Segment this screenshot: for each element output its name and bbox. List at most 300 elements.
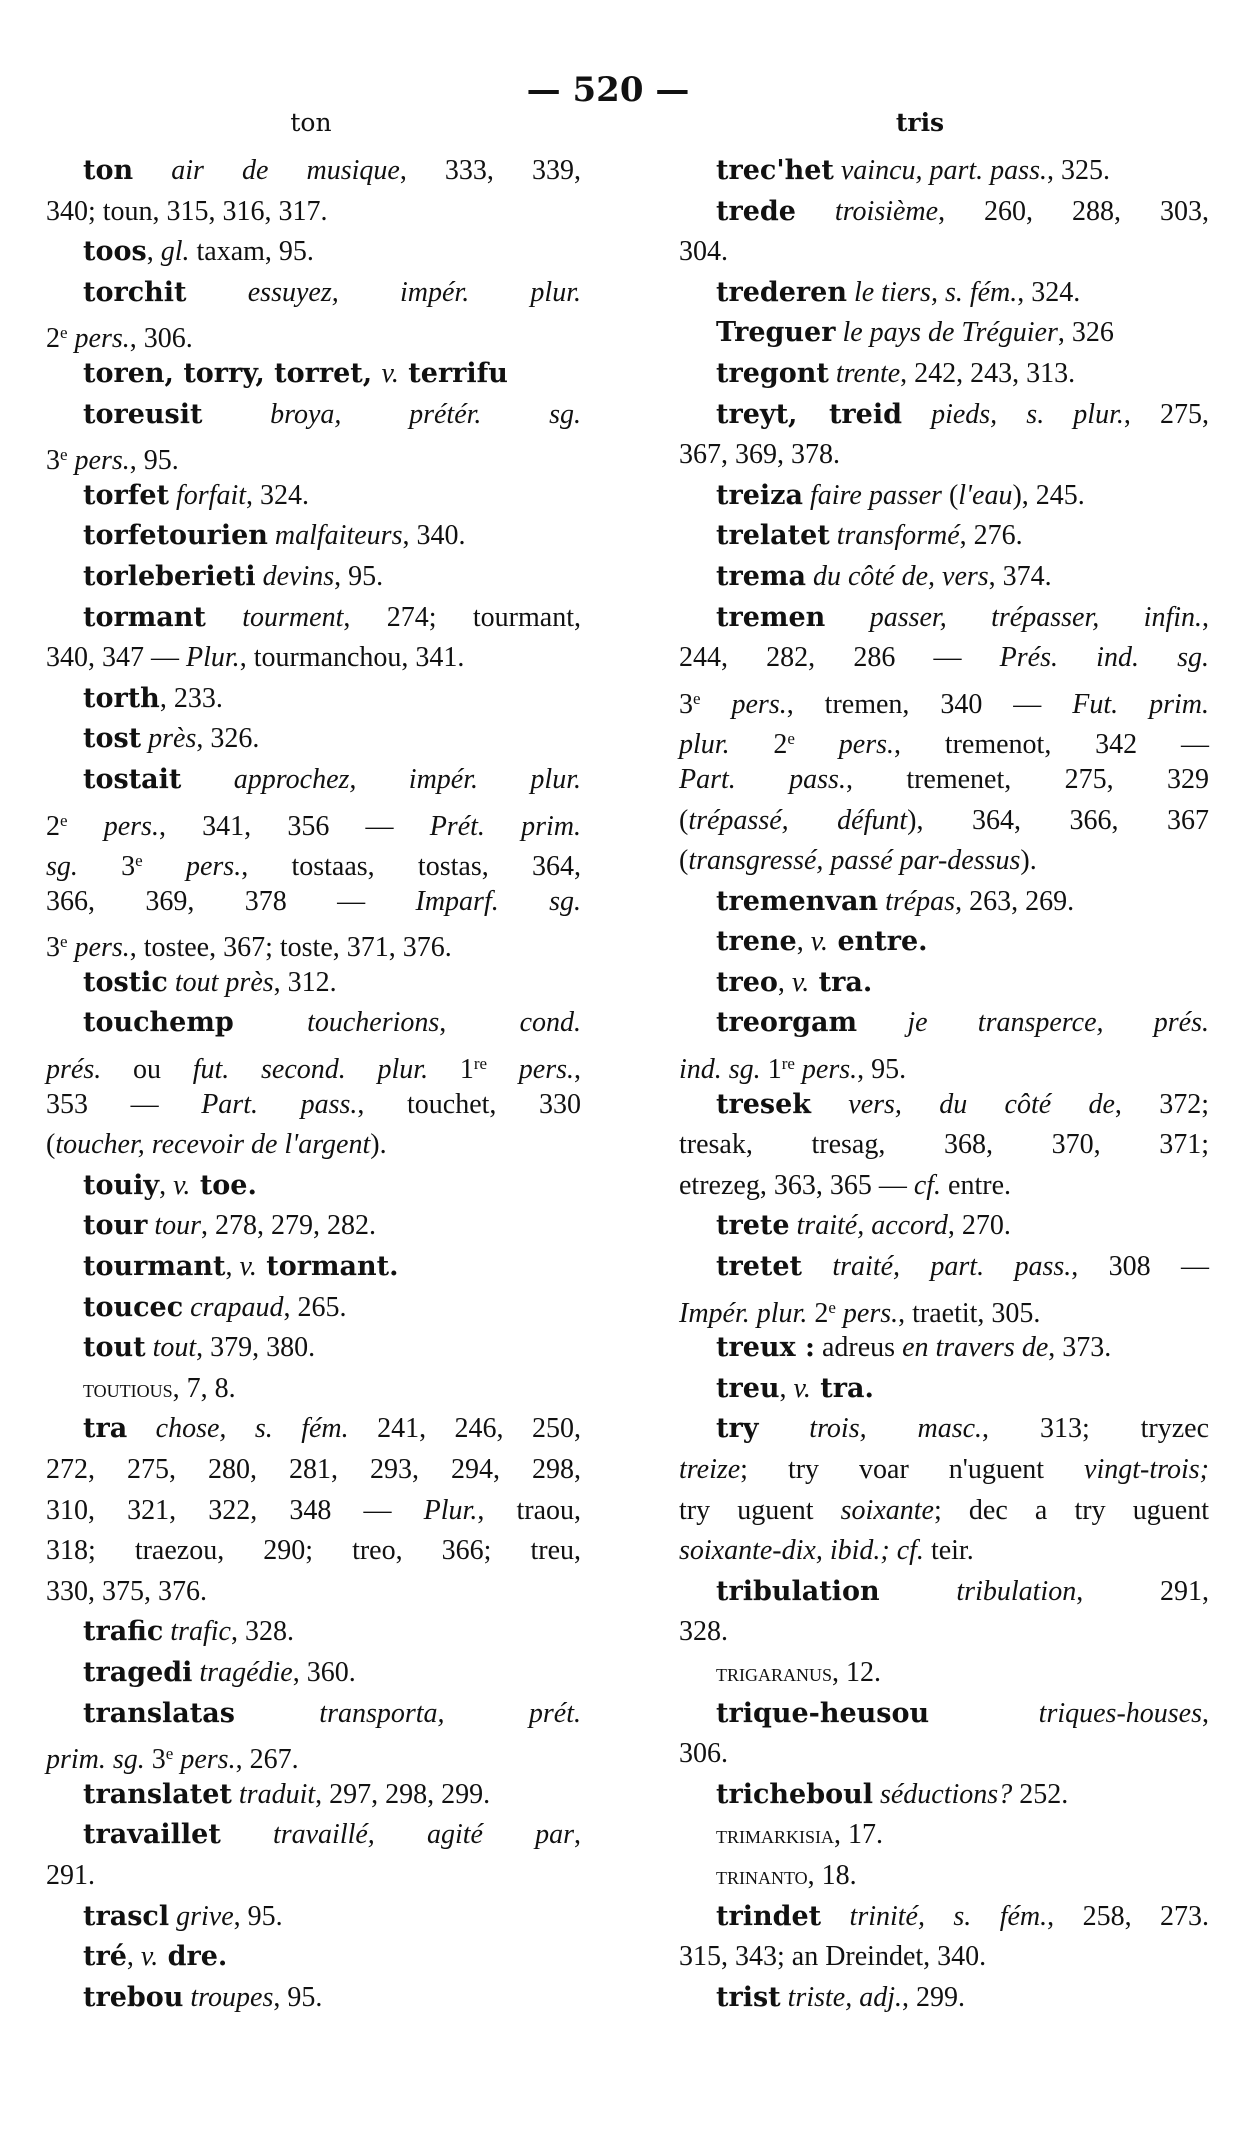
gloss: plur. [679,729,730,761]
reference-text: , 299. [901,1981,965,2013]
reference-text: , tremenet, 275, 329 [845,763,1209,795]
gloss: Imparf. sg. [415,885,581,917]
index-continuation-line [679,679,1209,720]
reference-text: , [439,1007,520,1039]
gloss: tribulation [879,1575,1077,1607]
index-entry-line [679,1775,1209,1816]
reference-text: , [574,1054,582,1086]
reference-text: 340; toun, 315, 316, 317. [46,195,328,227]
superscript: e [60,932,68,952]
gloss: en travers de [902,1332,1049,1364]
index-continuation-line [679,1734,1209,1775]
headword: trema [716,560,806,592]
gloss: chose, s. fém. [127,1413,349,1445]
gloss: pers. [794,1054,858,1086]
index-entry-line [46,1775,581,1816]
gloss: traité, part. pass. [802,1251,1072,1283]
gloss: trafic [163,1616,231,1648]
reference-text: , tostee, 367; toste, 371, 376. [129,932,452,964]
gloss: le tiers, s. fém. [846,276,1018,308]
headword: toren, torry, torret, [83,357,382,389]
gloss: traduit [231,1778,316,1810]
reference-text: , 17. [834,1819,884,1851]
index-entry-line [679,1694,1209,1735]
reference-text: , 275, [1123,398,1210,430]
superscript: e [60,445,68,465]
reference-text: , 95. [273,1981,323,2013]
index-continuation-line [679,1450,1209,1491]
reference-text: , [146,236,161,268]
headword: tost [83,723,142,755]
index-entry-line [46,1653,581,1694]
proper-name: toutious [83,1373,173,1403]
index-entry-line [679,598,1209,639]
reference-text: , 313; tryzec [982,1413,1210,1445]
headword: trederen [716,276,847,308]
reference-text: 2 [46,810,60,842]
reference-text: , 306. [129,323,193,355]
headword: tostic [83,966,168,998]
gloss: triste, adj. [780,1981,902,2013]
index-entry-line [679,1815,1209,1856]
gloss: trépas [878,885,956,917]
headword: tregont [716,357,829,389]
gloss: air de musique [133,155,400,186]
gloss: faire passer [802,479,942,511]
reference-text: , touchet, 330 [357,1088,582,1120]
reference-text: 328. [679,1616,728,1648]
index-entry-line [679,557,1209,598]
headword: tra. [809,966,873,998]
index-entry-line [679,1897,1209,1938]
reference-text: 244, 282, 286 — [679,642,1000,674]
gloss: Prés. ind. sg. [999,642,1210,674]
gloss: pers. [67,810,159,842]
index-entry-line [679,882,1209,923]
index-entry-line [46,1897,581,1938]
reference-text: 366, 369, 378 — [46,885,416,917]
headword: touiy [83,1169,160,1201]
gloss: pers. [173,1744,236,1776]
headword: torth [83,682,160,714]
index-continuation-line [46,1734,581,1775]
gloss: approchez, impér. plur. [181,763,581,795]
index-entry-line [46,1978,581,2019]
reference-text: , 328. [230,1616,294,1648]
superscript: e [693,688,701,708]
gloss: malfaiteurs [267,520,403,552]
gloss: trois, masc. [758,1413,983,1445]
reference-text: , 312. [273,966,337,998]
headword: trindet [716,1900,822,1932]
index-continuation-line [46,1491,581,1532]
reference-text: , 260, 288, 303, [938,195,1209,227]
reference-text: , tourmanchou, 341. [239,642,465,674]
index-entry-line [679,516,1209,557]
index-continuation-line [46,801,581,842]
headword: tra [83,1413,128,1445]
index-entry-line [679,1206,1209,1247]
gloss: v. [810,926,829,958]
reference-text: , 267. [235,1744,299,1776]
reference-text: , 7, 8. [172,1372,236,1404]
gloss: transformé [829,520,960,552]
index-continuation-line [679,1531,1209,1572]
headword: translatas [83,1697,235,1729]
headword: tragedi [83,1656,193,1688]
reference-text: 2 [807,1297,829,1329]
gloss: Part. pass. [679,763,846,795]
reference-text: , traou, [477,1494,582,1526]
headword: trene [716,926,797,958]
index-continuation-line [46,313,581,354]
superscript: e [135,851,143,871]
gloss: soixante [840,1494,934,1526]
headword: treu [716,1372,780,1404]
gloss: tour [147,1210,202,1242]
reference-text: , 372; [1114,1088,1209,1120]
index-entry-line [679,395,1209,436]
index-entry-line [46,1003,581,1044]
reference-text: , 308 — [1071,1251,1209,1283]
headword: treyt, treid [716,398,902,430]
gloss: v. [239,1251,257,1283]
index-continuation-line [679,435,1209,476]
headword: trique-heusou [716,1697,930,1729]
headword: touchemp [83,1007,234,1039]
headword: tretet [716,1251,802,1283]
index-entry-line [679,151,1209,192]
index-entry-line [46,679,581,720]
reference-text: , 325. [1046,155,1110,186]
index-entry-line [46,1247,581,1288]
headword: terrifu [398,357,508,389]
headword: tribulation [716,1575,880,1607]
headword: trascl [83,1900,170,1932]
reference-text: , tremen, 340 — [786,688,1073,720]
gloss: près [141,723,197,755]
gloss: treize [679,1454,741,1485]
superscript: e [787,729,795,749]
reference-text: ( [941,479,959,511]
gloss: grive [169,1900,234,1932]
headword: Treguer [716,317,836,349]
index-entry-line [679,1247,1209,1288]
headword: try [716,1413,759,1445]
index-entry-line [679,1369,1209,1410]
index-continuation-line [679,760,1209,801]
gloss: gl. [160,236,190,268]
index-entry-line [679,963,1209,1004]
index-column-right [679,151,1209,2018]
index-continuation-line [46,882,581,923]
reference-text: , 263, 269. [955,885,1075,917]
reference-text: ( [679,845,689,877]
reference-text: , [225,1251,240,1283]
reference-text: 353 — [46,1088,202,1120]
index-continuation-line [46,1044,581,1085]
index-entry-line [46,1166,581,1207]
gloss: transporta, prét. [234,1697,581,1729]
gloss: trépassé, défunt [688,804,908,836]
gloss: forfait [168,479,246,511]
index-entry-line [679,1978,1209,2019]
index-continuation-line [46,1856,581,1897]
gloss: Impér. plur. [679,1297,808,1329]
reference-text: , 95. [857,1054,907,1086]
gloss: toucherions [233,1007,440,1039]
gloss: pers. [142,851,242,883]
gloss: essuyez, impér. plur. [186,276,581,308]
reference-text: , 278, 279, 282. [201,1210,377,1242]
reference-text: , 341, 356 — [158,810,430,842]
gloss: vers, du côté de [810,1088,1115,1120]
reference-text: 3 [46,445,60,477]
gloss: tout près [167,966,274,998]
index-continuation-line [679,1044,1209,1085]
index-entry-line [679,1328,1209,1369]
gloss: le pays de Tréguier [835,317,1058,349]
reference-text: , 265. [283,1291,347,1323]
headword: translatet [83,1778,232,1810]
index-continuation-line [679,232,1209,273]
index-continuation-line [679,638,1209,679]
reference-text: , [126,1941,141,1973]
gloss: triques-houses [929,1697,1202,1729]
index-entry-line [679,1409,1209,1450]
reference-text: tresak, tresag, 368, 370, 371; [679,1129,1209,1161]
gloss: pieds, s. plur. [901,398,1124,430]
gloss: cf. [913,1169,942,1201]
index-entry-line [46,1409,581,1450]
index-entry-line [46,395,581,436]
reference-text: , [159,1169,174,1201]
reference-text: 318; traezou, 290; treo, 366; treu, [46,1535,581,1567]
index-entry-line [679,1572,1209,1613]
reference-text: , [777,966,792,998]
headword: tormant. [256,1251,399,1283]
gloss: séductions? [872,1778,1013,1810]
index-column-left [46,151,581,2018]
headword: torleberieti [83,560,256,592]
reference-text: 1 [428,1054,474,1086]
gloss: trinité, s. fém. [821,1900,1048,1932]
reference-text: , [779,1372,794,1404]
gloss: v. [381,357,399,389]
gloss: tragédie [192,1656,293,1688]
index-entry-line [679,476,1209,517]
reference-text: 310, 321, 322, 348 — [46,1494,424,1526]
headword: trete [716,1210,790,1242]
headword: treorgam [716,1007,858,1039]
gloss: toucher, recevoir de l'argent [55,1129,371,1161]
index-entry-line [46,1694,581,1735]
gloss: pers. [794,729,894,761]
reference-text: 252. [1012,1778,1069,1810]
superscript: e [60,810,68,830]
reference-text: , 291, [1076,1575,1210,1607]
headword: treiza [716,479,803,511]
reference-text: ), 245. [1012,479,1085,511]
gloss: l'eau [958,479,1013,511]
reference-text: 2 [46,323,60,355]
headword: trelatet [716,520,830,552]
reference-text: etrezeg, 363, 365 — [679,1169,914,1201]
reference-text: , traetit, 305. [898,1297,1041,1329]
gloss: vaincu, part. pass. [833,155,1047,186]
reference-text: ( [679,804,689,836]
index-entry-line [46,476,581,517]
reference-text: , 324. [1017,276,1081,308]
reference-text: 330, 375, 376. [46,1575,207,1607]
gloss: pers. [835,1297,899,1329]
index-entry-line [679,354,1209,395]
index-entry-line [46,1328,581,1369]
gloss: troupes [183,1981,274,2013]
reference-text: , 374. [988,560,1052,592]
index-continuation-line [46,638,581,679]
reference-text: , 340. [402,520,466,552]
index-entry-line [679,313,1209,354]
index-entry-line [679,1856,1209,1897]
gloss: pers. [487,1054,575,1086]
reference-text: , 95. [129,445,179,477]
gloss: soixante-dix, ibid.; cf. [679,1535,924,1567]
reference-text: , 379, 380. [196,1332,316,1364]
headword: tresek [716,1088,811,1120]
reference-text: , 12. [832,1656,882,1688]
gloss: v. [173,1169,191,1201]
index-continuation-line [46,1572,581,1613]
reference-text: 3 [46,932,60,964]
gloss: prim. sg. [46,1744,145,1776]
headword: tré [83,1941,127,1973]
gloss: troisième [795,195,939,227]
gloss: trente [828,357,901,389]
reference-text: , 326. [196,723,260,755]
index-entry-line [679,1653,1209,1694]
reference-text: ). [370,1129,387,1161]
proper-name: trigaranus [716,1657,833,1687]
gloss: v. [793,1372,811,1404]
headword: tour [83,1210,148,1242]
gloss: Plur. [423,1494,478,1526]
reference-text: try uguent [679,1494,841,1526]
reference-text: , 373. [1048,1332,1112,1364]
reference-text: , tremenot, 342 — [894,729,1209,761]
running-head-right: tris [895,108,945,137]
headword: dre. [158,1941,228,1973]
index-continuation-line [46,841,581,882]
gloss: Part. pass. [201,1088,358,1120]
index-continuation-line [679,1612,1209,1653]
reference-text: teir. [923,1535,974,1567]
reference-text: , 276. [959,520,1023,552]
reference-text: 340, 347 — [46,642,186,674]
reference-text: entre. [941,1169,1012,1201]
reference-text: , 297, 298, 299. [315,1778,491,1810]
reference-text: , [1202,1697,1209,1729]
headword: tra. [810,1372,874,1404]
index-continuation-line [46,1125,581,1166]
index-continuation-line [46,922,581,963]
index-entry-line [46,760,581,801]
reference-text: 3 [77,851,136,883]
index-continuation-line [679,841,1209,882]
reference-text: , 233. [159,682,223,714]
index-entry-line [46,151,581,192]
headword: treux : [716,1332,815,1364]
reference-text: 367, 369, 378. [679,439,840,471]
gloss: Prét. prim. [429,810,581,842]
index-entry-line [46,273,581,314]
reference-text: , [1202,601,1209,633]
reference-text: , 270. [947,1210,1011,1242]
index-continuation-line [46,435,581,476]
gloss: pers. [67,323,130,355]
index-entry-line [46,598,581,639]
reference-text: ), 364, 366, 367 [907,804,1210,836]
headword: trist [716,1981,781,2013]
headword: tormant [83,601,206,633]
index-continuation-line [46,1450,581,1491]
gloss: je transperce, prés. [857,1007,1209,1039]
headword: trec'het [716,155,834,186]
index-entry-line [46,354,581,395]
reference-text: , 324. [246,479,309,511]
index-entry-line [46,1206,581,1247]
headword: travaillet [83,1819,221,1851]
gloss: travaillé, agité par [220,1819,574,1851]
gloss: ind. sg. [679,1054,761,1086]
index-entry-line [46,1288,581,1329]
gloss: Plur. [186,642,240,674]
headword: tourmant [83,1251,226,1283]
reference-text: ; try voar n'uguent [740,1454,1085,1485]
superscript: e [60,323,68,343]
index-entry-line [679,273,1209,314]
index-entry-line [46,1612,581,1653]
reference-text: ( [46,1129,56,1161]
reference-text: 291. [46,1859,95,1891]
gloss: broya, prétér. sg. [202,398,581,430]
gloss: transgressé, passé par-dessus [688,845,1021,877]
reference-text: 315, 343; an Dreindet, 340. [679,1941,987,1973]
reference-text: , 360. [292,1656,356,1688]
gloss: devins [255,560,335,592]
reference-text: , 258, 273. [1047,1900,1209,1932]
superscript: e [828,1297,836,1317]
reference-text: 1 [760,1054,782,1086]
headword: entre. [828,926,928,958]
index-entry-line [46,719,581,760]
reference-text: , 95. [233,1900,283,1932]
gloss: tourment [205,601,344,633]
headword: torfet [83,479,169,511]
headword: trede [716,195,796,227]
reference-text: , tostaas, tostas, 364, [241,851,581,883]
gloss: pers. [67,932,130,964]
gloss: pers. [700,688,787,720]
index-entry-line [46,1815,581,1856]
reference-text: , 326 [1057,317,1114,349]
reference-text: , 333, 339, [399,155,582,186]
headword: treo [716,966,778,998]
index-continuation-line [46,1531,581,1572]
reference-text: ou [101,1054,193,1086]
gloss: passer, trépasser, infin. [825,601,1202,633]
reference-text: taxam, 95. [189,236,314,268]
